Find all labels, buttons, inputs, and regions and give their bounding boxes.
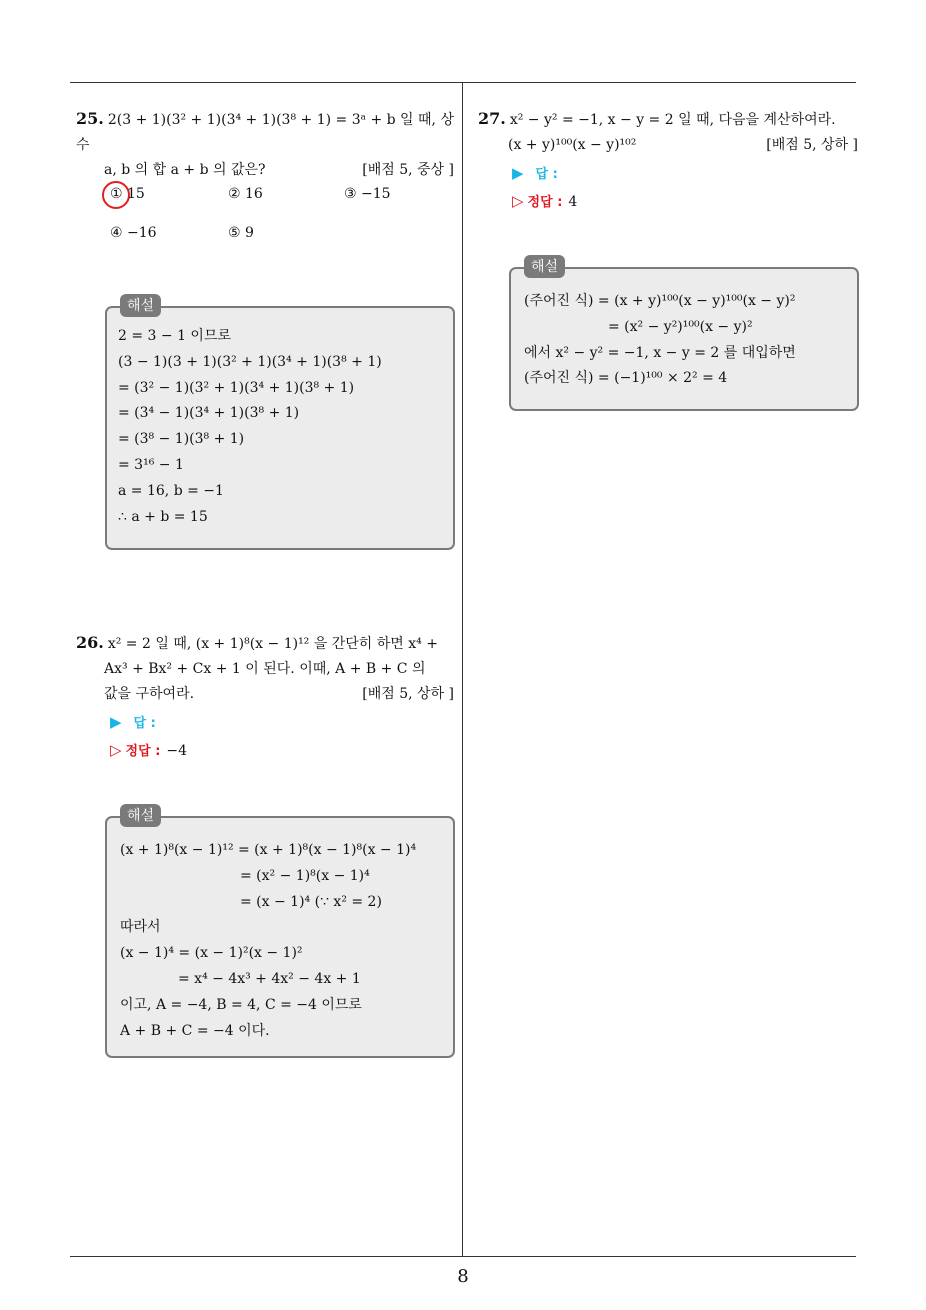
solution-line: (주어진 식) = (x + y)¹⁰⁰(x − y)¹⁰⁰(x − y)²	[524, 293, 796, 309]
correct-label: 정답 :	[125, 744, 161, 759]
solution-label: 해설	[524, 255, 565, 278]
solution-line: ∴ a + b = 15	[118, 508, 208, 525]
question-text-line2: Ax³ + Bx² + Cx + 1 이 된다. 이때, A + B + C 의	[104, 661, 426, 677]
column-divider	[462, 82, 463, 1256]
solution-line: (x + 1)⁸(x − 1)¹² = (x + 1)⁸(x − 1)⁸(x − 1)⁴	[120, 842, 417, 858]
correct-answer-row	[110, 740, 187, 759]
solution-line: = (x − 1)⁴ (∵ x² = 2)	[240, 893, 382, 910]
answer-label: 답 :	[133, 716, 156, 731]
solution-label: 해설	[120, 804, 161, 827]
question-text-line1: 2(3 + 1)(3² + 1)(3⁴ + 1)(3⁸ + 1) = 3ᵃ + b 일 때, 상수	[76, 112, 454, 153]
solution-body-25	[118, 324, 382, 530]
outline-triangle-icon: ▷	[110, 741, 122, 759]
solution-line: = 3¹⁶ − 1	[118, 456, 184, 473]
difficulty-tag: [배점 5, 상하 ]	[362, 686, 454, 702]
question-27	[478, 106, 858, 158]
difficulty-tag: [배점 5, 상하 ]	[766, 137, 858, 153]
solution-line: = (3⁸ − 1)(3⁸ + 1)	[118, 431, 245, 448]
choice-3[interactable]: ③ −15	[344, 186, 391, 202]
answer-row	[512, 163, 558, 182]
difficulty-tag: [배점 5, 중상 ]	[362, 162, 454, 178]
solution-line: 이고, A = −4, B = 4, C = −4 이므로	[120, 996, 362, 1013]
question-text-line1: x² = 2 일 때, (x + 1)⁸(x − 1)¹² 을 간단히 하면 x⁴ +	[107, 636, 438, 652]
question-25	[76, 106, 454, 183]
question-number: 26.	[76, 633, 104, 652]
solution-line: (3 − 1)(3 + 1)(3² + 1)(3⁴ + 1)(3⁸ + 1)	[118, 353, 382, 370]
question-number: 27.	[478, 109, 506, 128]
correct-value: −4	[166, 743, 188, 759]
question-26	[76, 630, 454, 707]
answer-label: 답 :	[535, 167, 558, 182]
correct-label: 정답 :	[527, 195, 563, 210]
solution-line: 2 = 3 − 1 이므로	[118, 328, 232, 344]
choice-4[interactable]: ④ −16	[110, 225, 157, 241]
question-number: 25.	[76, 109, 104, 128]
solution-line: = x⁴ − 4x³ + 4x² − 4x + 1	[178, 970, 361, 987]
page-number: 8	[457, 1266, 469, 1287]
solution-line: a = 16, b = −1	[118, 482, 224, 499]
solution-line: 에서 x² − y² = −1, x − y = 2 를 대입하면	[524, 344, 796, 361]
choice-5[interactable]: ⑤ 9	[228, 225, 254, 241]
solution-line: = (3⁴ − 1)(3⁴ + 1)(3⁸ + 1)	[118, 405, 300, 422]
bottom-rule	[70, 1256, 856, 1257]
choice-1[interactable]: ① 15	[110, 186, 145, 202]
correct-answer-row	[512, 191, 577, 210]
correct-value: 4	[568, 194, 578, 210]
solution-line: = (x² − y²)¹⁰⁰(x − y)²	[608, 318, 753, 335]
outline-triangle-icon: ▷	[512, 192, 524, 210]
solution-line: (x − 1)⁴ = (x − 1)²(x − 1)²	[120, 945, 303, 962]
question-text-line1: x² − y² = −1, x − y = 2 일 때, 다음을 계산하여라.	[509, 112, 836, 128]
solution-line: = (3² − 1)(3² + 1)(3⁴ + 1)(3⁸ + 1)	[118, 379, 355, 396]
solution-line: (주어진 식) = (−1)¹⁰⁰ × 2² = 4	[524, 370, 728, 387]
top-rule	[70, 82, 856, 83]
question-expression: (x + y)¹⁰⁰(x − y)¹⁰²	[508, 137, 637, 153]
question-text-line2: a, b 의 합 a + b 의 값은?	[104, 162, 266, 178]
solution-line: A + B + C = −4 이다.	[120, 1022, 270, 1039]
choice-2[interactable]: ② 16	[228, 186, 263, 202]
solution-body-27	[524, 289, 796, 392]
solution-body-26	[120, 838, 416, 1044]
play-triangle-icon: ▶	[512, 164, 524, 182]
answer-row	[110, 712, 156, 731]
question-text-line3: 값을 구하여라.	[104, 686, 195, 702]
solution-label: 해설	[120, 294, 161, 317]
solution-line: 따라서	[120, 919, 161, 936]
play-triangle-icon: ▶	[110, 713, 122, 731]
solution-line: = (x² − 1)⁸(x − 1)⁴	[240, 867, 370, 884]
